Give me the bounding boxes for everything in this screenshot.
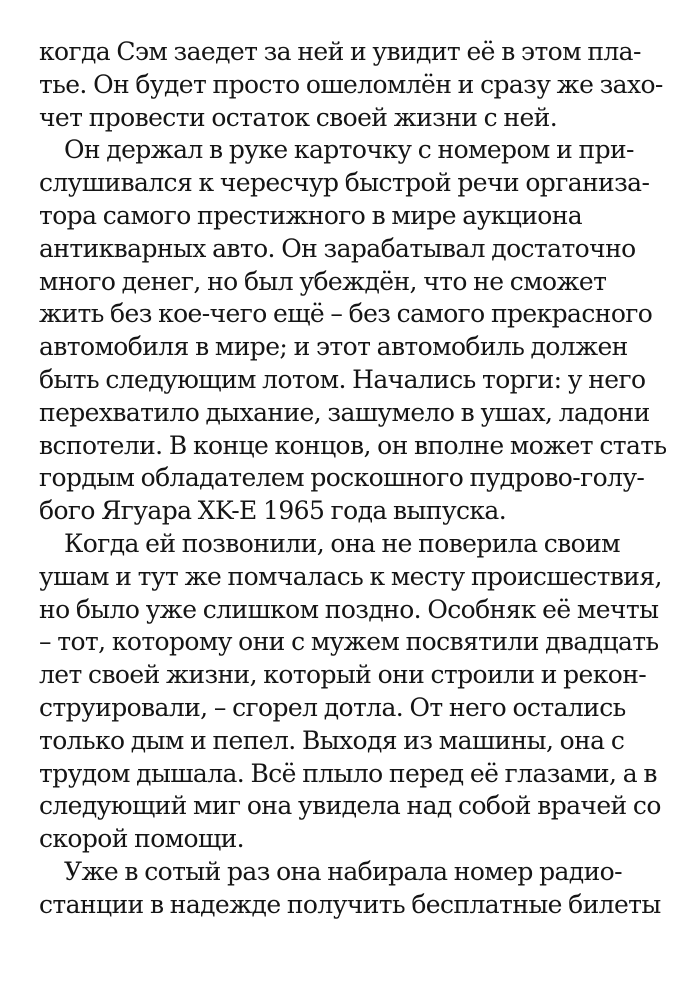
text-line: гордым обладателем роскошного пудрово-голу- xyxy=(39,463,645,493)
text-line: трудом дышала. Всё плыло перед её глазами, а в xyxy=(39,758,657,788)
text-line: но было уже слишком поздно. Особняк её мечты xyxy=(39,594,659,624)
text-line: жить без кое-чего ещё – без самого прекрасного xyxy=(39,299,653,329)
text-line: только дым и пепел. Выходя из машины, она с xyxy=(39,725,625,755)
text-line: ушам и тут же помчалась к месту происшествия, xyxy=(39,561,662,591)
text-line: тье. Он будет просто ошеломлён и сразу же захо- xyxy=(39,69,663,99)
text-line: слушивался к чересчур быстрой речи организа- xyxy=(39,168,650,198)
text-line: Он держал в руке карточку с номером и при- xyxy=(64,135,634,165)
text-line: когда Сэм заедет за ней и увидит её в этом пла- xyxy=(39,37,641,66)
text-line: вспотели. В конце концов, он вполне может стать xyxy=(39,430,667,460)
text-line: чет провести остаток своей жизни с ней. xyxy=(39,102,558,132)
text-line: лет своей жизни, который они строили и рекон- xyxy=(39,660,647,690)
text-line: антикварных авто. Он зарабатывал достаточно xyxy=(39,233,636,263)
text-line: автомобиля в мире; и этот автомобиль должен xyxy=(39,332,628,362)
text-line: скорой помощи. xyxy=(39,824,245,854)
text-line: следующий миг она увидела над собой врачей со xyxy=(39,791,661,821)
text-line: перехватило дыхание, зашумело в ушах, ладони xyxy=(39,397,650,427)
text-line: много денег, но был убеждён, что не сможет xyxy=(39,266,607,296)
text-line: Уже в сотый раз она набирала номер радио- xyxy=(64,856,622,886)
text-line: быть следующим лотом. Начались торги: у него xyxy=(39,364,646,394)
text-line: тора самого престижного в мире аукциона xyxy=(39,200,583,230)
text-line: станции в надежде получить бесплатные билеты xyxy=(39,889,661,919)
text-line: – тот, которому они с мужем посвятили двадцать xyxy=(39,627,659,657)
text-line: Когда ей позвонили, она не поверила своим xyxy=(64,528,620,558)
text-line: струировали, – сгорел дотла. От него остались xyxy=(39,692,626,722)
text-line: бого Ягуара XK-E 1965 года выпуска. xyxy=(39,496,507,526)
body-text xyxy=(39,36,689,922)
